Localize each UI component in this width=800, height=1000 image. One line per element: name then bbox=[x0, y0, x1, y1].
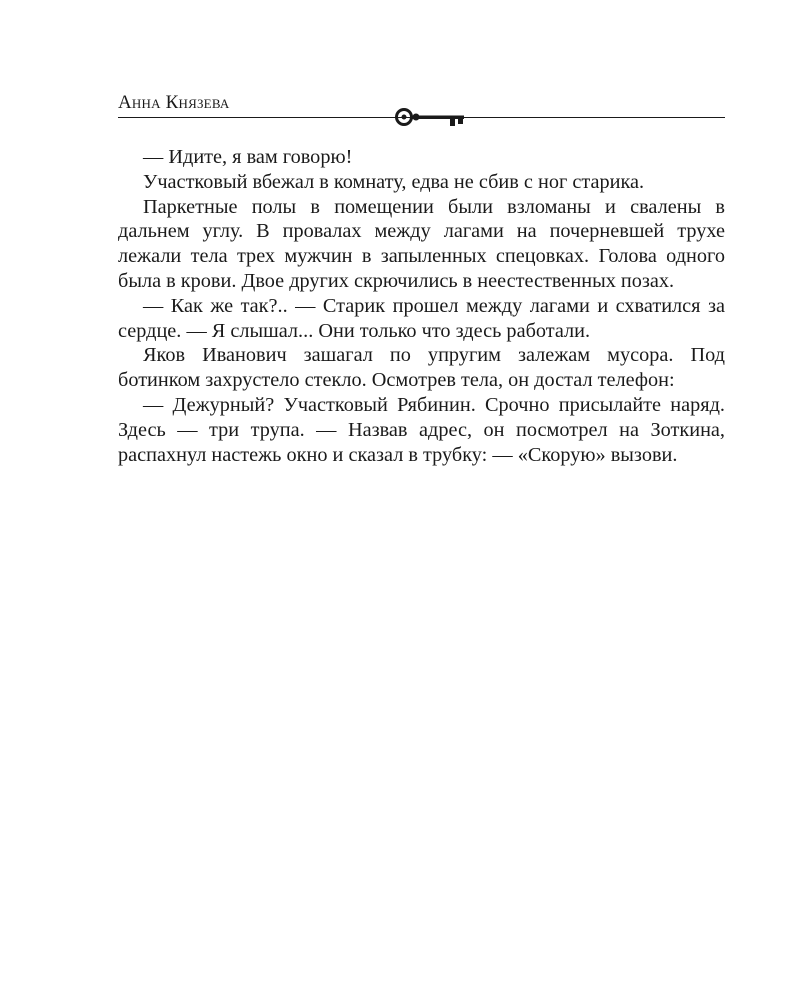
running-header bbox=[118, 92, 725, 132]
key-icon bbox=[394, 105, 468, 129]
paragraph: — Идите, я вам говорю! bbox=[143, 146, 353, 168]
paragraph: — Дежурный? Участковый Рябинин. Срочно присылайте наряд. Здесь — три трупа. — Назвав адрес, он посмотрел на Зоткина, распахнул настежь окно и сказал в трубку: — «Скорую» вызови. bbox=[118, 393, 725, 466]
page-text bbox=[118, 145, 725, 467]
paragraph: — Как же так?.. — Старик прошел между лагами и схватился за сердце. — Я слышал... Они только что здесь работали. bbox=[118, 294, 725, 342]
paragraph: Паркетные полы в помещении были взломаны и свалены в дальнем углу. В провалах между лагами на почерневшей трухе лежали тела трех мужчин в запыленных спецовках. Голова одного была в крови. Двое других скрючились в неестественных позах. bbox=[118, 195, 725, 292]
paragraph: Участковый вбежал в комнату, едва не сбив с ног старика. bbox=[143, 170, 645, 193]
paragraph: Яков Иванович зашагал по упругим залежам мусора. Под ботинком захрустело стекло. Осмотрев тела, он достал телефон: bbox=[118, 344, 725, 392]
running-header-author: Анна Князева bbox=[118, 92, 230, 113]
